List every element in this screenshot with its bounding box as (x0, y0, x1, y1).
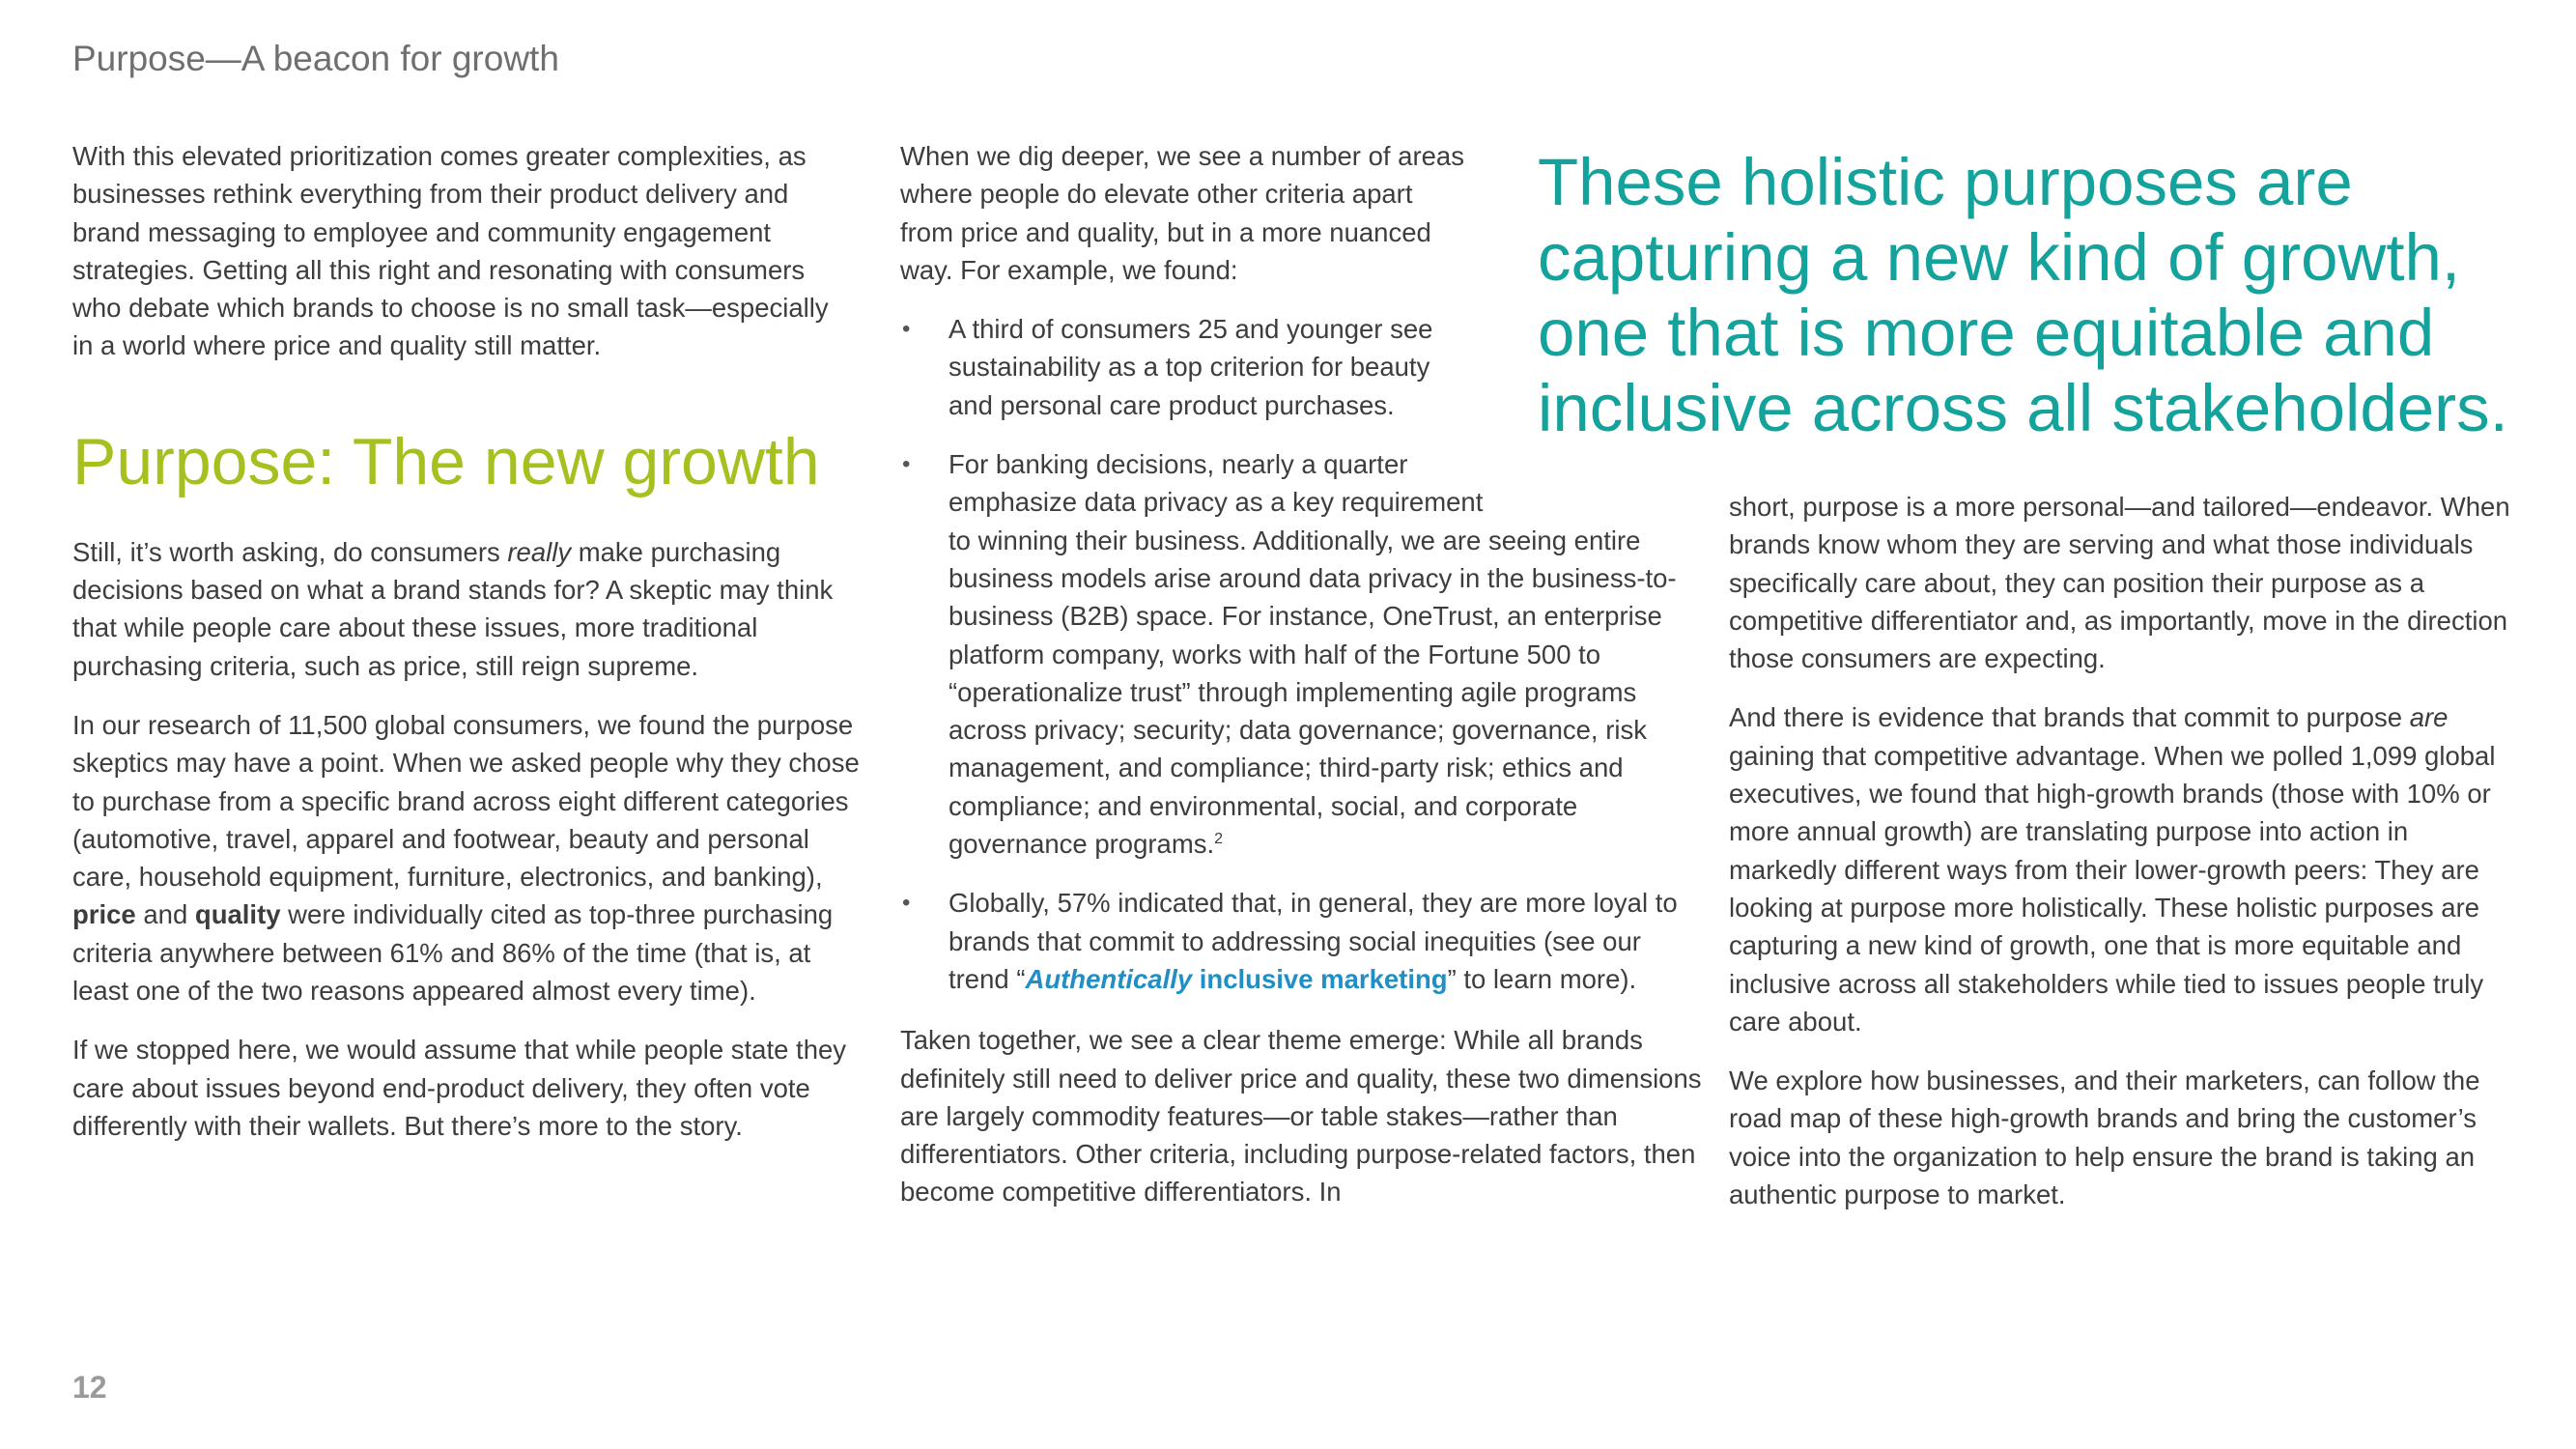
page-number: 12 (72, 1370, 107, 1405)
section-heading: Purpose: The new growth (72, 424, 820, 498)
body-paragraph: short, purpose is a more personal—and tailored—endeavor. When brands know whom they are serving and what those individuals specifically care about, they can position their purpose as a competitive differentiator and, as importantly, move in the direction those consumers are expecting. (1729, 492, 2510, 674)
list-item: • Globally, 57% indicated that, in general, they are more loyal to brands that commit to addressing social inequities (see our trend “Authentically inclusive marketing” to learn more). (900, 884, 1702, 998)
list-item: • For banking decisions, nearly a quarter emphasize data privacy as a key requirement to winning their business. Additionally, we are seeing entire business models arise around data privacy in the business-to-business (B2B) space. For instance, OneTrust, an enterprise platform company, works with half of the Fortune 500 to “operationalize trust” through implementing agile programs across privacy; security; data governance; governance, risk management, and compliance; third-party risk; ethics and compliance; and environmental, social, and corporate governance programs.$^2$ (900, 445, 1702, 863)
body-paragraph: In our research of 11,500 global consumers, we found the purpose skeptics may have a point. When we asked people why they chose to purchase from a specific brand across eight different categories (automotive, travel, apparel and footwear, beauty and personal care, household equipment, furniture, electronics, and banking), price and quality were individually cited as top-three purchasing criteria anywhere between 61% and 86% of the time (that is, at least one of the two reasons appeared almost every time). (72, 709, 860, 1007)
running-title: Purpose—A beacon for growth (72, 39, 559, 78)
pull-quote: These holistic purposes are capturing a new kind of growth, one that is more equitable and inclusive across all stakeholders. (1538, 145, 2508, 445)
body-paragraph: Taken together, we see a clear theme emerge: While all brands definitely still need to deliver price and quality, these two dimensions are largely commodity features—or table stakes—rather than differentiators. Other criteria, including purpose-related factors, then become competitive differentiators. In (900, 1025, 1702, 1208)
trend-link[interactable]: Authentically inclusive marketing (1025, 963, 1448, 994)
list-item: • A third of consumers 25 and younger see sustainability as a top criterion for beauty and personal care product purchases. (900, 310, 1702, 424)
body-paragraph: If we stopped here, we would assume that while people state they care about issues beyond end-product delivery, they often vote differently with their wallets. But there’s more to the story. (72, 1035, 847, 1141)
column-3 (1729, 488, 2521, 1235)
intro-paragraph: When we dig deeper, we see a number of areas where people do elevate other criteria apart from price and quality, but in a more nuanced way. For example, we found: (900, 141, 1464, 285)
column-1 (72, 137, 874, 1166)
body-paragraph: And there is evidence that brands that commit to purpose are gaining that competitive advantage. When we polled 1,099 global executives, we found that high-growth brands (those with 10% or more annual growth) are translating purpose into action in markedly different ways from their lower-growth peers: They are looking at purpose more holistically. These holistic purposes are capturing a new kind of growth, one that is more equitable and inclusive across all stakeholders while tied to issues people truly care about. (1729, 702, 2496, 1037)
body-paragraph: Still, it’s worth asking, do consumers really make purchasing decisions based on what a brand stands for? A skeptic may think that while people care about these issues, more traditional purchasing criteria, such as price, still reign supreme. (72, 536, 834, 681)
intro-paragraph: With this elevated prioritization comes greater complexities, as businesses rethink everything from their product delivery and brand messaging to employee and community engagement strategies. Getting all this right and resonating with consumers who debate which brands to choose is no small task—especially in a world where price and quality still matter. (72, 141, 829, 361)
footnote-ref: 2 (1214, 830, 1224, 847)
body-paragraph: We explore how businesses, and their marketers, can follow the road map of these high-growth brands and bring the customer’s voice into the organization to help ensure the brand is taking an authentic purpose to market. (1729, 1065, 2480, 1210)
